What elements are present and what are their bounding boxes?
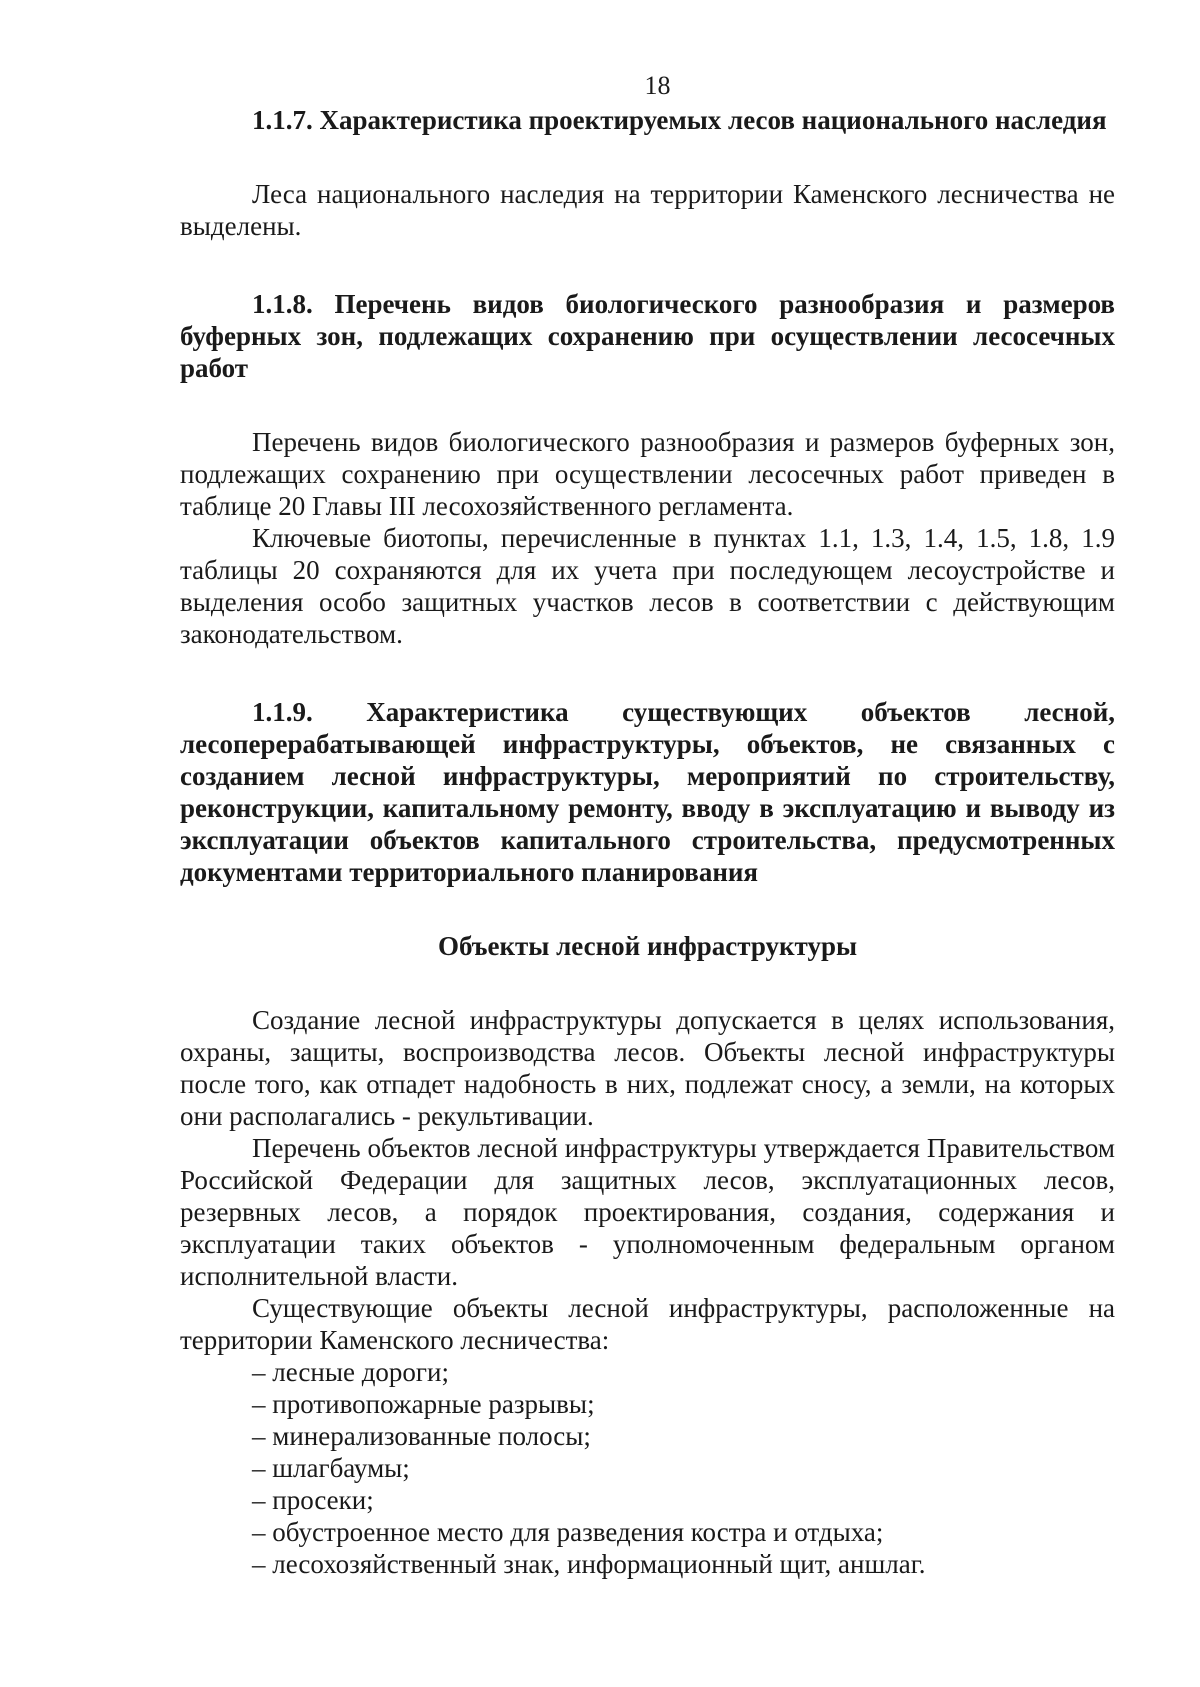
section-1-1-9-paragraph-2: Перечень объектов лесной инфраструктуры утверждается Правительством Российской Федерации для защитных лесов, эксплуатационных лесов, резервных лесов, а порядок проектирования, создания, содержания и эксплуатации таких объектов - уполномоченным федеральным органом исполнительной власти.	[180, 1133, 1115, 1291]
list-item: – лесохозяйственный знак, информационный щит, аншлаг.	[252, 1549, 926, 1579]
page-content	[180, 70, 1115, 1580]
section-1-1-9-subheading: Объекты лесной инфраструктуры	[437, 931, 858, 961]
section-1-1-8-heading: 1.1.8. Перечень видов биологического разнообразия и размеров буферных зон, подлежащих сохранению при осуществлении лесосечных работ	[180, 289, 1115, 383]
list-item: – шлагбаумы;	[252, 1453, 410, 1483]
list-item: – обустроенное место для разведения костра и отдыха;	[252, 1517, 884, 1547]
page-number: 18	[644, 71, 671, 100]
section-1-1-8-paragraph-1: Перечень видов биологического разнообразия и размеров буферных зон, подлежащих сохранению при осуществлении лесосечных работ приведен в таблице 20 Главы III лесохозяйственного регламента.	[180, 427, 1115, 521]
list-item: – лесные дороги;	[252, 1357, 449, 1387]
list-item: – просеки;	[252, 1485, 374, 1515]
list-item: – минерализованные полосы;	[252, 1421, 591, 1451]
section-1-1-8-paragraph-2: Ключевые биотопы, перечисленные в пунктах 1.1, 1.3, 1.4, 1.5, 1.8, 1.9 таблицы 20 сохраняются для их учета при последующем лесоустройстве и выделения особо защитных участков лесов в соответствии с действующим законодательством.	[180, 523, 1115, 649]
section-1-1-9-heading: 1.1.9. Характеристика существующих объектов лесной, лесоперерабатывающей инфраструктуры, объектов, не связанных с созданием лесной инфраструктуры, мероприятий по строительству, реконструкции, капитальному ремонту, вводу в эксплуатацию и выводу из эксплуатации объектов капитального строительства, предусмотренных документами территориального планирования	[180, 697, 1115, 887]
section-1-1-9-paragraph-3: Существующие объекты лесной инфраструктуры, расположенные на территории Каменского лесничества:	[180, 1293, 1115, 1355]
section-1-1-7-heading: 1.1.7. Характеристика проектируемых лесов национального наследия	[252, 105, 1107, 135]
section-1-1-9-paragraph-1: Создание лесной инфраструктуры допускается в целях использования, охраны, защиты, воспроизводства лесов. Объекты лесной инфраструктуры после того, как отпадет надобность в них, подлежат сносу, а земли, на которых они располагались - рекультивации.	[180, 1005, 1115, 1131]
list-item: – противопожарные разрывы;	[252, 1389, 595, 1419]
infrastructure-list	[180, 1356, 1115, 1580]
section-1-1-7-text: Леса национального наследия на территории Каменского лесничества не выделены.	[180, 179, 1115, 241]
